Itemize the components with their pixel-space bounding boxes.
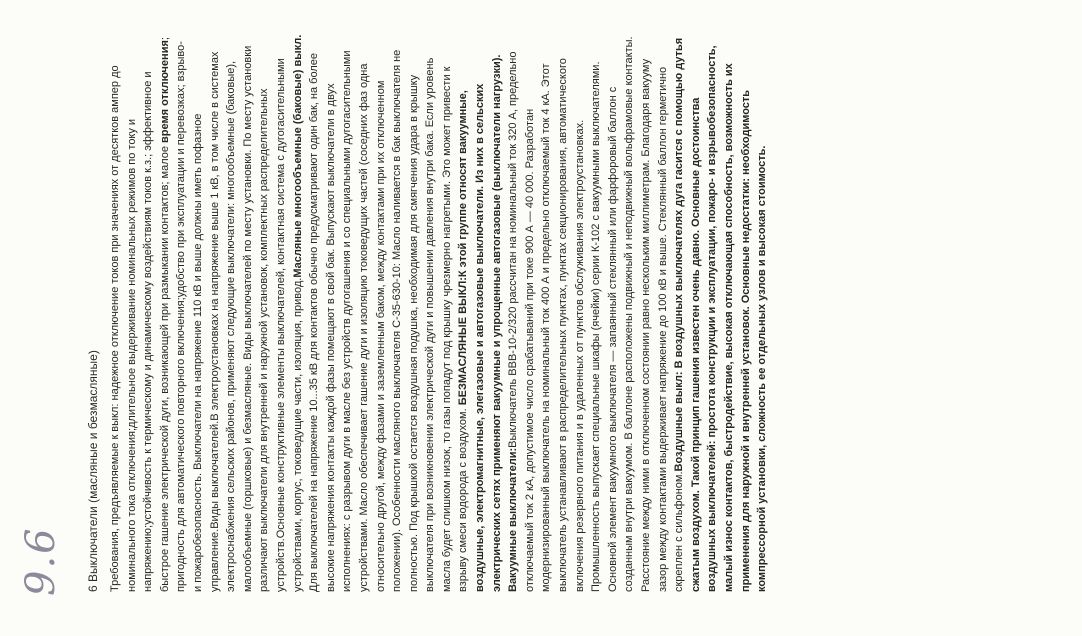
body-paragraph (107, 32, 771, 592)
handwritten-page-number: 9.6 (18, 526, 64, 596)
text-run-bold: Воздушные выкл: В воздушных выключателях дуга гасится с помощью дутья сжатым воздухом. Такой принцип гашения известен очень давно. Основные достоинства воздушных выключателей: простота конструкции и эксплуатации, пожаро- и взрывобезопасность, малый износ контактов, быстродействие, высокая отключающая способность, возможность их применения для наружной и внутренней установок. Основные недостатки: необходимость компрессорной установки, сложность ее отдельных узлов и высокая стоимость. (673, 37, 769, 592)
text-run: ; пригодность для автоматического повторного включения;удобство при эксплуатации и перевозках; взрыво- и пожаробезопасность. Выключатели на напряжение 110 кВ и выше должны иметь пофазное управление.Виды выключателей.В электроустановках на напряжение выше 1 кВ, в том числе в системах электроснабжения сельских районов, применяют следующие выключатели: многообъемные (баковые), малообъемные (горшковые) и безмасляные. Виды выключателей по месту установки. По месту установки различают выключатели для внутренней и наружной установок, комплектных распределительных устройств.Основные конструктивные элементы выключателей, контактная система с дугогасительными устройствами, корпус, токоведущие части, изоляция, привод. (158, 37, 304, 592)
text-run: Для выключателей на напряжение 10...35 кВ для контактов обычно предусматривают один бак, на более высокие напряжения контакты каждой фазы помещают в свой бак. Выпускают выключатели в двух исполнениях: с разрывом дуги в масле без устройств дугогашения и со специальными дугогасительными устройствами. Масло обеспечивает гашение дуги и изоляцию токоведущих частей (соседних фаз одна относительно другой, между фазами и заземленным баком, между контактами при их отключенном положении). Особенности масляного выключателя С-35-630-10: Масло наливается в бак выключателя не полностью. Под крышкой остается воздушная подушка, необходимая для смягчения удара в крышку выключателя при возникновении электрической дуги и повышении давления внутри бака. Если уровень масла будет слишком низок, то газы попадут под крышку чрезмерно нагретыми. Это может привести к взрыву смеси водорода с воздухом. (308, 49, 470, 592)
section-heading: 6 Выключатели (масляные и безмасляные) (86, 350, 100, 592)
text-run: Требования, предъявляемые к выкл: надежное отключение токов при значениях от десятков ампер до номинального тока отключения;длительное выдерживание номинальных режимов по току и напряжению;устойчивость к термическому и динамическому воздействиям токов к.з.; эффективное и быстрое гашение электрической дуги, возникающей при размыкании контактов; малое (109, 65, 171, 592)
text-run: Выключатель ВВВ-10-2/320 рассчитан на номинальный ток 320 А, предельно отключаемый ток 2 кА, допустимое число срабатываний при токе 900 А — 40 000. Разработан модернизированный выключатель на номинальный ток 400 А и предельно отключаемый ток 4 кА. Этот выключатель устанавливают в распределительных пунктах, пунктах секционирования, автоматического включения резервного питания и в удаленных от пунктов обслуживания электроустановках. Промышленность выпускает специальные шкафы (ячейки) серии К-102 с вакуумными выключателями. Основной элемент вакуумного выключателя — запаянный стеклянный или фарфоровый баллон с созданным внутри вакуумом. В баллоне расположены подвижный и неподвижный вольфрамовые контакты. Расстояние между ними в отключенном состоянии равно нескольким миллиметрам. Благодаря вакууму зазор между контактами выдерживает напряжение до 100 кВ и выше. Стеклянный баллон герметично скреплен с сильфоном. (507, 36, 686, 592)
text-run-bold: БЕЗМАСЛЯНЫЕ ВЫКЛ:К этой группе относят вакуумные, воздушные, электромагнитные, элегазовые и автогазовые выключатели. Из них в сельских электрических сетях применяют вакуумные и упрощенные автогазовые (выключатели нагрузки). Вакуумные выключатели: (457, 54, 520, 592)
text-run-bold: Масляные многообъемные (баковые) выкл. (291, 34, 304, 278)
text-run-bold: время отключения (158, 40, 171, 143)
